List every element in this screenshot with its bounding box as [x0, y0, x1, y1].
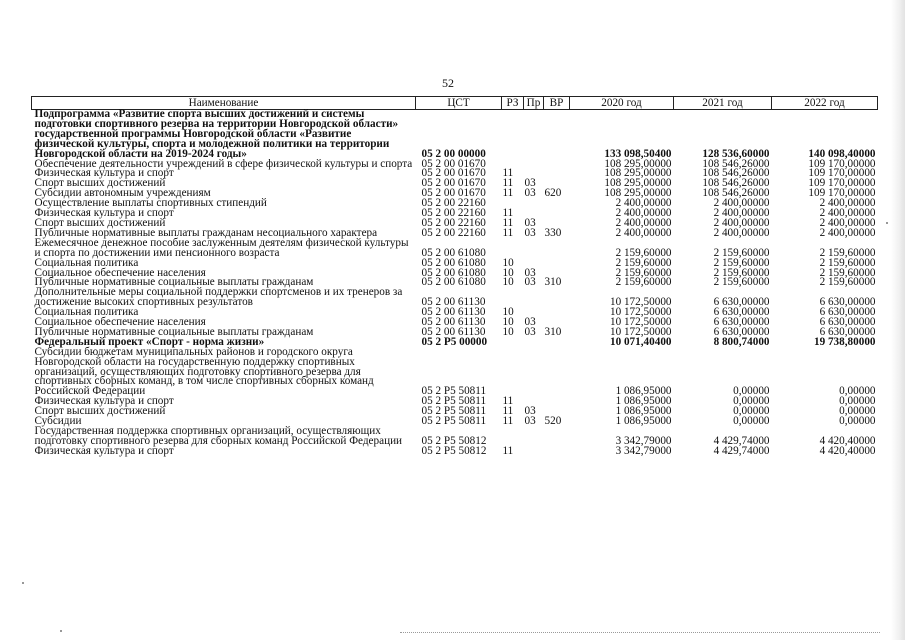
header-cst: ЦСТ	[416, 97, 502, 110]
row-cst: 05 2 00 61130	[421, 306, 486, 319]
row-vr	[544, 308, 570, 318]
row-vr	[544, 209, 570, 219]
row-cst: 05 2 00 22160	[421, 197, 486, 210]
row-amount-2022: 6 630,00000	[819, 316, 876, 329]
row-amount-2020: 1 086,95000	[615, 395, 672, 408]
row-rz	[502, 338, 524, 348]
row-amount-2020: 1 086,95000	[615, 405, 672, 418]
row-cst: 05 2 00 61130	[421, 325, 486, 338]
row-amount-2021: 108 546,26000	[702, 187, 770, 200]
row-amount-2022: 109 170,00000	[808, 187, 876, 200]
row-amount-2022: 0,00000	[839, 405, 876, 418]
table-row	[32, 447, 878, 457]
row-amount-2022: 0,00000	[839, 395, 876, 408]
table-row	[32, 239, 878, 259]
row-amount-2020: 108 295,00000	[604, 187, 672, 200]
row-rz: 11	[502, 207, 514, 220]
row-vr: 330	[544, 226, 562, 239]
row-rz	[502, 239, 524, 259]
row-amount-2021: 8 800,74000	[713, 335, 770, 348]
row-amount-2022: 6 630,00000	[819, 306, 876, 319]
row-rz: 11	[502, 177, 514, 190]
row-name: Физическая культура и спорт	[34, 207, 174, 220]
row-amount-2021: 6 630,00000	[713, 316, 770, 329]
row-pr	[524, 239, 544, 259]
row-amount-2022: 2 400,00000	[819, 207, 876, 220]
row-pr	[524, 447, 544, 457]
row-rz	[502, 348, 524, 398]
row-name: Физическая культура и спорт	[34, 167, 174, 180]
row-cst: 05 2 00 22160	[421, 207, 486, 220]
row-pr: 03	[524, 226, 536, 239]
row-rz: 11	[502, 216, 514, 229]
row-name: Ежемесячное денежное пособие заслуженным деятелям физической культуры и спорта по достижении ими пенсионного возраста	[34, 236, 409, 259]
row-name: Физическая культура и спорт	[34, 444, 174, 457]
row-amount-2020: 1 086,95000	[615, 385, 672, 398]
row-amount-2022: 2 159,60000	[819, 246, 876, 259]
row-vr	[544, 348, 570, 398]
budget-table	[31, 96, 878, 457]
row-amount-2020: 133 098,50400	[604, 147, 672, 160]
table-row	[32, 110, 878, 160]
row-amount-2022: 2 159,60000	[819, 256, 876, 269]
row-name: Публичные нормативные выплаты гражданам несоциального характера	[34, 226, 378, 239]
row-name: Спорт высших достижений	[34, 177, 166, 190]
row-amount-2021: 108 546,26000	[702, 157, 770, 170]
row-amount-2021: 4 429,74000	[713, 434, 770, 447]
row-amount-2021: 0,00000	[733, 415, 770, 428]
row-amount-2021: 0,00000	[733, 385, 770, 398]
row-amount-2021: 6 630,00000	[713, 325, 770, 338]
row-amount-2021: 2 400,00000	[713, 226, 770, 239]
row-amount-2022: 4 420,40000	[819, 434, 876, 447]
header-vr: ВР	[544, 97, 570, 110]
row-amount-2020: 2 159,60000	[615, 266, 672, 279]
row-cst: 05 2 P5 50811	[421, 405, 487, 418]
row-vr	[544, 288, 570, 308]
header-2022: 2022 год	[772, 97, 878, 110]
header-pr: Пр	[524, 97, 544, 110]
table-row	[32, 348, 878, 398]
row-rz	[502, 427, 524, 447]
header-name: Наименование	[32, 97, 416, 110]
scan-artifact-dot	[22, 582, 24, 584]
row-rz: 11	[502, 405, 514, 418]
row-cst: 05 2 00 01670	[421, 167, 486, 180]
row-name: Физическая культура и спорт	[34, 395, 174, 408]
row-pr	[524, 199, 544, 209]
row-cst: 05 2 P5 00000	[421, 335, 488, 348]
row-name: Осуществление выплаты спортивных стипендий	[34, 197, 267, 210]
row-amount-2022: 0,00000	[839, 415, 876, 428]
row-amount-2022: 6 630,00000	[819, 325, 876, 338]
row-pr	[524, 160, 544, 170]
row-cst: 05 2 00 00000	[421, 147, 486, 160]
header-2021: 2021 год	[674, 97, 772, 110]
row-vr	[544, 397, 570, 407]
row-rz: 10	[502, 306, 514, 319]
row-amount-2022: 6 630,00000	[819, 296, 876, 309]
row-amount-2021: 2 400,00000	[713, 207, 770, 220]
row-amount-2021: 2 400,00000	[713, 197, 770, 210]
row-amount-2021: 0,00000	[733, 395, 770, 408]
scan-artifact-dot	[60, 630, 62, 632]
row-cst: 05 2 00 01670	[421, 157, 486, 170]
row-rz: 11	[502, 226, 514, 239]
table-body	[32, 110, 878, 457]
row-cst: 05 2 P5 50811	[421, 415, 487, 428]
row-amount-2020: 2 400,00000	[615, 197, 672, 210]
row-amount-2020: 2 159,60000	[615, 256, 672, 269]
row-amount-2020: 108 295,00000	[604, 177, 672, 190]
row-pr	[524, 110, 544, 160]
row-amount-2022: 140 098,40000	[808, 147, 876, 160]
row-amount-2021: 2 159,60000	[713, 266, 770, 279]
row-amount-2021: 4 429,74000	[713, 444, 770, 457]
row-name: Федеральный проект «Спорт - норма жизни»	[34, 335, 265, 348]
row-amount-2022: 109 170,00000	[808, 177, 876, 190]
row-pr: 03	[524, 276, 536, 289]
row-vr	[544, 110, 570, 160]
row-cst: 05 2 00 61080	[421, 266, 486, 279]
row-rz: 10	[502, 325, 514, 338]
row-amount-2020: 10 172,50000	[609, 296, 672, 309]
row-vr	[544, 338, 570, 348]
row-pr	[524, 288, 544, 308]
row-vr	[544, 169, 570, 179]
row-amount-2021: 128 536,60000	[702, 147, 770, 160]
row-amount-2021: 0,00000	[733, 405, 770, 418]
row-name: Публичные нормативные социальные выплаты гражданам	[34, 325, 314, 338]
row-vr	[544, 199, 570, 209]
row-cst: 05 2 P5 50811	[421, 395, 487, 408]
row-pr: 03	[524, 266, 536, 279]
row-amount-2022: 2 400,00000	[819, 216, 876, 229]
row-amount-2020: 108 295,00000	[604, 157, 672, 170]
row-cst: 05 2 00 01670	[421, 177, 486, 190]
row-amount-2021: 6 630,00000	[713, 306, 770, 319]
row-name: Публичные нормативные социальные выплаты гражданам	[34, 276, 314, 289]
row-amount-2020: 10 071,40400	[609, 335, 672, 348]
row-cst: 05 2 00 22160	[421, 226, 486, 239]
row-vr: 310	[544, 276, 562, 289]
row-cst: 05 2 P5 50812	[421, 434, 487, 447]
row-rz: 11	[502, 444, 514, 457]
row-amount-2022: 2 159,60000	[819, 266, 876, 279]
row-amount-2020: 2 400,00000	[615, 226, 672, 239]
row-cst: 05 2 00 61130	[421, 296, 486, 309]
row-vr	[544, 259, 570, 269]
scan-artifact-line	[400, 632, 880, 634]
header-rz: РЗ	[502, 97, 524, 110]
row-pr: 03	[524, 316, 536, 329]
row-amount-2022: 4 420,40000	[819, 444, 876, 457]
row-rz: 10	[502, 256, 514, 269]
row-name: Обеспечение деятельности учреждений в сфере физической культуры и спорта	[34, 157, 413, 170]
row-amount-2021: 2 159,60000	[713, 276, 770, 289]
row-amount-2021: 2 159,60000	[713, 246, 770, 259]
header-2020: 2020 год	[570, 97, 674, 110]
row-amount-2021: 6 630,00000	[713, 296, 770, 309]
row-cst: 05 2 00 22160	[421, 216, 486, 229]
row-amount-2020: 1 086,95000	[615, 415, 672, 428]
row-amount-2021: 2 400,00000	[713, 216, 770, 229]
row-cst: 05 2 00 61080	[421, 276, 486, 289]
row-amount-2020: 3 342,79000	[615, 434, 672, 447]
row-pr	[524, 427, 544, 447]
row-rz: 11	[502, 395, 514, 408]
row-pr	[524, 348, 544, 398]
row-rz: 10	[502, 316, 514, 329]
table-row	[32, 427, 878, 447]
row-vr	[544, 447, 570, 457]
row-vr	[544, 427, 570, 447]
row-pr: 03	[524, 187, 536, 200]
row-amount-2022: 2 400,00000	[819, 197, 876, 210]
row-pr: 03	[524, 415, 536, 428]
row-amount-2020: 2 400,00000	[615, 216, 672, 229]
row-name: Подпрограмма «Развитие спорта высших достижений и системы подготовки спортивного резерва на территории Новгородской области» государственной программы Новгородской области «Развитие физической культуры, спорта и молодежной политики на территории Новгородской области на 2019-2024 годы»	[34, 108, 399, 160]
row-rz: 10	[502, 266, 514, 279]
row-cst: 05 2 00 61080	[421, 256, 486, 269]
row-cst: 05 2 00 61080	[421, 246, 486, 259]
row-amount-2021: 108 546,26000	[702, 167, 770, 180]
row-amount-2021: 108 546,26000	[702, 177, 770, 190]
row-vr	[544, 160, 570, 170]
row-rz	[502, 110, 524, 160]
row-name: Государственная поддержка спортивных организаций, осуществляющих подготовку спортивного резерва для сборных команд Российской Федерации	[34, 425, 403, 447]
row-amount-2020: 108 295,00000	[604, 167, 672, 180]
row-amount-2020: 10 172,50000	[609, 306, 672, 319]
row-amount-2020: 10 172,50000	[609, 316, 672, 329]
row-name: Социальная политика	[34, 306, 139, 319]
row-pr	[524, 338, 544, 348]
row-name: Субсидии	[34, 415, 82, 428]
row-vr: 310	[544, 325, 562, 338]
row-name: Социальное обеспечение населения	[34, 316, 206, 329]
row-name: Социальное обеспечение населения	[34, 266, 206, 279]
row-cst: 05 2 P5 50812	[421, 444, 487, 457]
row-amount-2021: 2 159,60000	[713, 256, 770, 269]
row-amount-2020: 3 342,79000	[615, 444, 672, 457]
scan-edge-shadow	[891, 0, 905, 640]
row-rz: 11	[502, 415, 514, 428]
row-name: Дополнительные меры социальной поддержки спортсменов и их тренеров за достижение высоких спортивных результатов	[34, 286, 403, 309]
row-pr: 03	[524, 405, 536, 418]
row-amount-2022: 0,00000	[839, 385, 876, 398]
row-cst: 05 2 P5 50811	[421, 385, 487, 398]
row-rz: 11	[502, 167, 514, 180]
row-amount-2020: 2 159,60000	[615, 276, 672, 289]
row-amount-2022: 109 170,00000	[808, 167, 876, 180]
row-amount-2022: 2 400,00000	[819, 226, 876, 239]
row-cst: 05 2 00 61130	[421, 316, 486, 329]
row-vr: 520	[544, 415, 562, 428]
row-amount-2020: 2 159,60000	[615, 246, 672, 259]
page-number: 52	[442, 76, 454, 90]
row-name: Социальная политика	[34, 256, 139, 269]
row-pr: 03	[524, 325, 536, 338]
row-pr: 03	[524, 216, 536, 229]
row-cst: 05 2 00 01670	[421, 187, 486, 200]
row-name: Спорт высших достижений	[34, 405, 166, 418]
row-name: Спорт высших достижений	[34, 216, 166, 229]
row-amount-2022: 2 159,60000	[819, 276, 876, 289]
row-pr: 03	[524, 177, 536, 190]
row-rz: 10	[502, 276, 514, 289]
row-amount-2022: 19 738,80000	[813, 335, 876, 348]
scan-artifact-dot	[886, 222, 888, 224]
row-name: Субсидии автономным учреждениям	[34, 187, 211, 200]
row-vr: 620	[544, 187, 562, 200]
row-rz: 11	[502, 187, 514, 200]
row-name: Субсидии бюджетам муниципальных районов и городского округа Новгородской области на государственную поддержку спортивных организаций, осуществляющих подготовку спортивного резерва для спортивных сборных команд, в том числе спортивных сборных команд Российской Федерации	[34, 345, 374, 398]
row-amount-2020: 2 400,00000	[615, 207, 672, 220]
row-vr	[544, 239, 570, 259]
row-amount-2020: 10 172,50000	[609, 325, 672, 338]
row-amount-2022: 109 170,00000	[808, 157, 876, 170]
